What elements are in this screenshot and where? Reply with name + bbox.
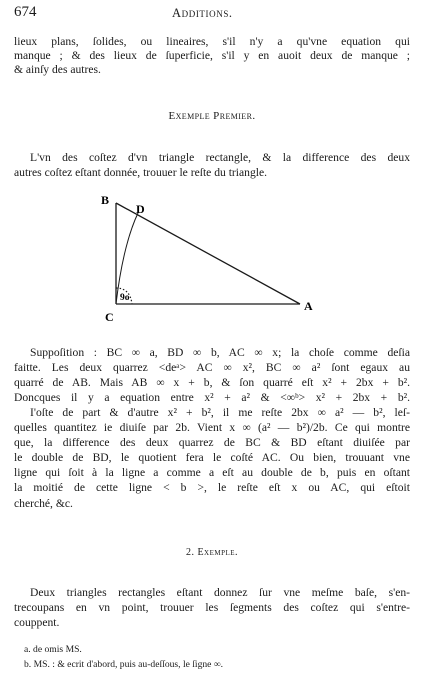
body-line: la moitié de cette ligne < b >, le reſte eſt x ou AC, qui eſtoit xyxy=(14,481,410,494)
body-line: Doncques il y a equation entre x² + a² & <∞ᵇ> x² + 2bx + b². xyxy=(14,391,410,404)
label-a: A xyxy=(304,299,313,313)
footnote: b. MS. : & ecrit d'abord, puis au-deſſous, le ſigne ∞. xyxy=(24,659,224,670)
body-line: ligne qui ſoit à la ligne a comme a eſt au double de b, puis en oſtant xyxy=(14,466,410,479)
body-line: que, la difference des deux quarrez de BC & BD eſtant diuiſée par xyxy=(14,436,410,449)
intro-line: manque ; & des lieux de ſuperficie, s'il y en auoit deux de manque ; xyxy=(14,49,410,62)
running-title: Additions. xyxy=(172,6,233,20)
body-line: I'oſte de part & d'autre x² + b², il me reſte 2bx ∞ a² — b², leſ- xyxy=(30,406,410,419)
label-b: B xyxy=(101,193,110,207)
arc-c-d xyxy=(116,213,138,304)
example-2-title: 2. Exemple. xyxy=(185,547,239,558)
statement-line: autres coſtez eſtant donnée, trouuer le reſte du triangle. xyxy=(14,166,268,179)
triangle-figure xyxy=(90,190,330,330)
intro-line: lieux plans, ſolides, ou lineaires, s'il n'y a qu'vne equation qui xyxy=(14,35,410,48)
body-line: quelles quantitez ie diuiſe par 2b. Vient x ∞ (a² — b²)/2b. Ce qui montre xyxy=(14,421,410,434)
label-c: C xyxy=(105,310,114,324)
footnote: a. de omis MS. xyxy=(24,644,82,655)
body-line: Suppoſition : BC ∞ a, BD ∞ b, AC ∞ x; la choſe comme deſia xyxy=(30,346,410,359)
label-angle: 9o xyxy=(120,293,130,303)
hypotenuse-ba xyxy=(116,203,300,304)
statement-line: L'vn des coſtez d'vn triangle rectangle, & la difference des deux xyxy=(30,151,410,164)
label-d: D xyxy=(136,202,145,216)
intro-line: & ainſy des autres. xyxy=(14,63,101,76)
page-number: 674 xyxy=(14,4,37,20)
body-line: le double de BD, le quotient fera le coſté AC. Ou bien, trouuant vne xyxy=(14,451,410,464)
statement-line: trecoupans en vn point, trouuer les ſegments des coſtez qui s'entre- xyxy=(14,601,410,614)
body-line: cherché, &c. xyxy=(14,497,73,510)
statement-line: Deux triangles rectangles eſtant donnez ſur vne meſme baſe, s'en- xyxy=(30,586,410,599)
body-line: quarré de AB. Mais AB ∞ x + b, & ſon quarré eſt x² + 2bx + b². xyxy=(14,376,410,389)
example-1-title: Exemple Premier. xyxy=(168,110,256,122)
statement-line: couppent. xyxy=(14,616,60,629)
body-line: faitte. Les deux quarrez <deᵃ> AC ∞ x², BC ∞ a² ſont egaux au xyxy=(14,361,410,374)
